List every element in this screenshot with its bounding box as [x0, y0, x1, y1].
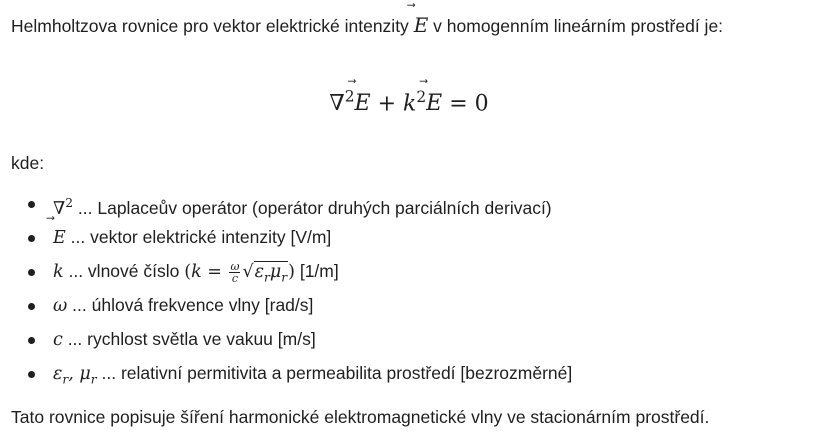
list-item: [11, 356, 811, 390]
term-symbol: ω: [53, 296, 68, 316]
bullet-icon: [28, 337, 35, 344]
bullet-icon: [28, 235, 35, 242]
term-list: [11, 186, 811, 390]
term-unit: [1/m]: [299, 261, 339, 281]
term-desc: ... relativní permitivita a permeabilita prostředí [bezrozměrné]: [101, 363, 573, 383]
kde-label: kde:: [11, 153, 45, 173]
term-desc: ... rychlost světla ve vakuu [m/s]: [67, 329, 316, 349]
helmholtz-equation: ∇$^2$⃗ $E + k^2⃗$ E = 0: [0, 86, 818, 120]
term-symbol: k: [53, 262, 64, 282]
term-desc: ... úhlová frekvence vlny [rad/s]: [72, 295, 314, 315]
term-symbol: c: [53, 330, 63, 350]
intro-text-before: Helmholtzova rovnice pro vektor elektrické intenzity: [11, 16, 409, 36]
bullet-icon: [28, 303, 35, 310]
term-symbol: $\varepsilon_r$, $\mu_r$: [53, 364, 97, 387]
term-symbol: ∇$^2$: [53, 196, 74, 219]
intro-paragraph: [11, 8, 811, 43]
term-desc: ... vektor elektrické intenzity [V/m]: [70, 227, 332, 247]
term-symbol: ⃗ E: [53, 221, 66, 255]
bullet-icon: [28, 269, 35, 276]
term-desc: ... vlnové číslo: [68, 261, 180, 281]
list-item: [11, 322, 811, 356]
closing-paragraph: Tato rovnice popisuje šíření harmonické elektromagnetické vlny ve stacionárním prostředí.: [11, 407, 710, 427]
wavenumber-formula: (k = $\frac{\omega}{c}$ $√\varepsilon_r\mu_r$): [184, 260, 295, 285]
list-item: [11, 220, 811, 254]
intro-text-after: v homogenním lineárním prostředí je:: [433, 16, 724, 36]
bullet-icon: [28, 371, 35, 378]
vector-e-symbol: ⃗ E: [414, 8, 429, 42]
list-item: [11, 254, 811, 288]
list-item: [11, 186, 811, 220]
term-desc: ... Laplaceův operátor (operátor druhých parciálních derivací): [77, 197, 552, 218]
bullet-icon: [28, 201, 35, 208]
list-item: [11, 288, 811, 322]
